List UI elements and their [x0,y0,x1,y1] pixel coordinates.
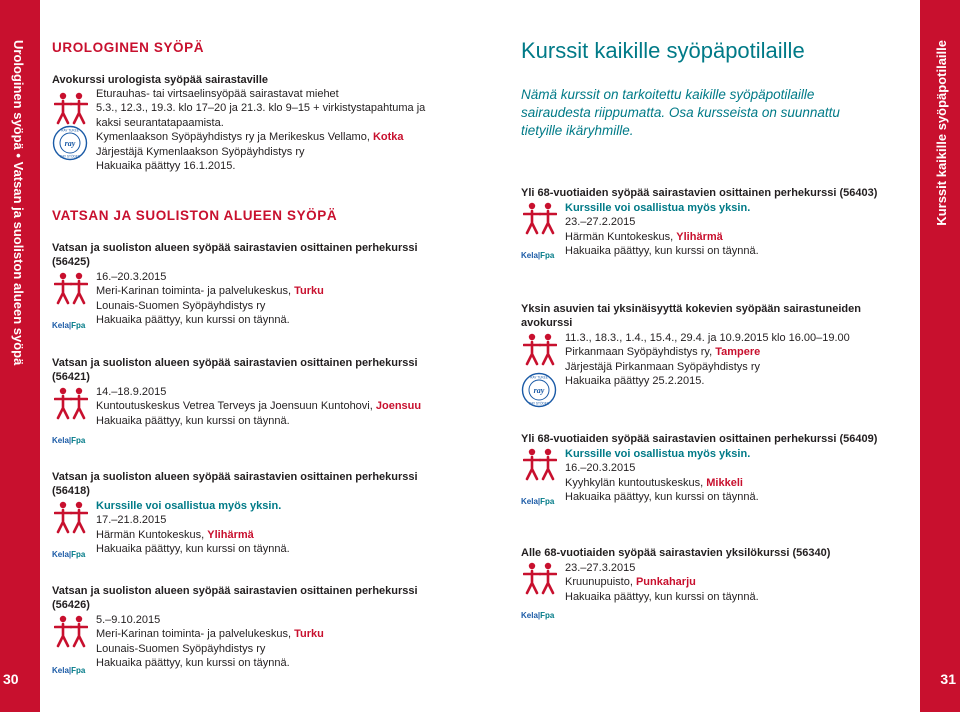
course-dates: 5.–9.10.2015 [96,614,161,626]
course-deadline: Hakuaika päättyy, kun kurssi on täynnä. [565,590,759,603]
ray-logo-icon [521,372,557,408]
course-city: Kotka [372,131,404,144]
course-title: Alle 68-vuotiaiden syöpää sairastavien yksilökurssi (56340) [521,547,831,559]
course-dates: 17.–21.8.2015 [96,514,167,527]
course-place: Kruunupuisto, Punkaharju [565,576,696,589]
course-note: Kurssille voi osallistua myös yksin. [565,202,751,214]
course-city: Turku [294,285,324,298]
people-icon [54,91,88,125]
page-number-left: 30 [3,671,19,687]
course-deadline: Hakuaika päättyy 16.1.2015. [96,160,236,173]
course-city: Punkaharju [635,576,696,589]
course-urologinen [52,73,452,173]
kela-fpa-logo: Kela|Fpa [52,436,86,445]
intro-text: Nämä kurssit on tarkoitettu kaikille syöpäpotilaille sairaudesta riippumatta. Osa kursseista on suunnattu tietyille ikäryhmille. [521,87,840,138]
page-title: Kurssit kaikille syöpäpotilaille [521,38,805,63]
course-place: Meri-Karinan toiminta- ja palvelukeskus, Turku [96,628,324,641]
course-deadline: Hakuaika päättyy, kun kurssi on täynnä. [96,657,290,670]
course-title: Yli 68-vuotiaiden syöpää sairastavien osittainen perhekurssi (56403) [521,187,878,199]
course-city: Turku [294,628,324,641]
course-details [565,561,759,604]
course-deadline: Hakuaika päättyy, kun kurssi on täynnä. [565,491,759,504]
course-organizer: Lounais-Suomen Syöpäyhdistys ry [96,299,266,312]
ray-logo-icon [52,125,88,161]
people-icon [523,332,557,366]
course-dates: 5.3., 12.3., 19.3. klo 17–20 ja 21.3. klo 9–15 + virkistystapahtuma ja [96,102,426,115]
course-title: Yli 68-vuotiaiden syöpää sairastavien osittainen perhekurssi (56409) [521,433,878,445]
people-icon [54,614,88,648]
ray-seal-text: ray [64,139,76,148]
ray-ring-bottom: RAY STÖDER [59,154,81,159]
course-deadline: Hakuaika päättyy, kun kurssi on täynnä. [565,245,759,258]
kela-fpa-logo: Kela|Fpa [521,611,555,620]
people-icon [54,500,88,534]
course-details [96,270,324,328]
sidebar-section-urologinen: Urologinen syöpä [11,40,26,150]
course-note: Kurssille voi osallistua myös yksin. [96,500,282,512]
course-56421 [52,356,452,445]
course-title: Vatsan ja suoliston alueen syöpää sairastavien osittainen perhekurssi (56421) [52,357,418,384]
course-place: Kymenlaakson Syöpäyhdistys ry ja Merikeskus Vellamo, Kotka [96,131,404,144]
right-sidebar-label: Kurssit kaikille syöpäpotilaille [934,40,949,226]
ray-ring-top: RAY TUKEE [61,128,79,133]
course-dates-cont: kaksi seurantatapaamista. [96,116,224,129]
people-icon [54,386,88,420]
course-organizer: Järjestäjä Pirkanmaan Syöpäyhdistys ry [565,360,761,373]
course-title: Vatsan ja suoliston alueen syöpää sairastavien osittainen perhekurssi (56426) [52,585,418,612]
course-avokurssi-yksin [521,302,901,406]
left-sidebar-label [11,40,26,365]
course-title: Vatsan ja suoliston alueen syöpää sairastavien osittainen perhekurssi (56425) [52,242,418,269]
course-city: Joensuu [375,400,422,413]
course-56426 [52,584,452,675]
course-56409 [521,432,901,506]
course-place: Meri-Karinan toiminta- ja palvelukeskus, Turku [96,285,324,298]
section-title-urologinen: UROLOGINEN SYÖPÄ [52,40,205,55]
ray-seal-text: ray [533,386,545,395]
course-place: Pirkanmaan Syöpäyhdistys ry, Tampere [565,346,761,359]
course-details [96,499,290,557]
course-city: Tampere [715,346,761,359]
course-56403 [521,186,901,260]
course-title: Vatsan ja suoliston alueen syöpää sairastavien osittainen perhekurssi (56418) [52,471,418,498]
course-note: Kurssille voi osallistua myös yksin. [565,448,751,460]
right-sidebar [920,0,960,712]
course-details [565,331,850,389]
course-target: Eturauhas- tai virtsaelinsyöpää sairastavat miehet [96,88,339,100]
course-dates: 23.–27.2.2015 [565,216,636,229]
course-place: Kuntoutuskeskus Vetrea Terveys ja Joensuun Kuntohovi, Joensuu [96,400,422,413]
kela-fpa-logo: Kela|Fpa [52,550,86,559]
course-deadline: Hakuaika päättyy, kun kurssi on täynnä. [96,414,290,427]
people-icon [54,271,88,305]
ray-ring-bottom: RAY STÖDER [528,401,550,406]
course-56340 [521,546,901,620]
sidebar-section-vatsan: Vatsan ja suoliston alueen syöpä [11,161,26,366]
course-dates: 16.–20.3.2015 [565,462,636,475]
kela-fpa-logo: Kela|Fpa [52,666,86,675]
course-deadline: Hakuaika päättyy, kun kurssi on täynnä. [96,314,290,327]
course-details [96,613,324,671]
course-details [96,385,421,428]
section-title-vatsan: VATSAN JA SUOLISTON ALUEEN SYÖPÄ [52,208,338,223]
course-dates: 11.3., 18.3., 1.4., 15.4., 29.4. ja 10.9.2015 klo 16.00–19.00 [565,332,850,344]
sidebar-bullet: • [11,153,26,158]
course-place: Härmän Kuntokeskus, Ylihärmä [565,230,723,243]
course-details [565,201,759,259]
course-dates: 14.–18.9.2015 [96,386,167,398]
course-city: Mikkeli [706,476,743,489]
left-sidebar [0,0,40,712]
kela-fpa-logo: Kela|Fpa [521,251,555,260]
course-place: Kyyhkylän kuntoutuskeskus, Mikkeli [565,476,743,489]
people-icon [523,561,557,595]
people-icon [523,201,557,235]
course-place: Härmän Kuntokeskus, Ylihärmä [96,528,254,541]
course-organizer: Lounais-Suomen Syöpäyhdistys ry [96,642,266,655]
course-deadline: Hakuaika päättyy 25.2.2015. [565,375,705,388]
ray-ring-top: RAY TUKEE [530,375,548,380]
course-details [565,447,759,505]
course-title: Avokurssi urologista syöpää sairastaville [52,74,269,86]
course-details [96,87,425,173]
course-city: Ylihärmä [207,528,254,541]
course-dates: 23.–27.3.2015 [565,562,636,574]
course-56418 [52,470,452,559]
course-dates: 16.–20.3.2015 [96,271,167,283]
people-icon [523,447,557,481]
course-56425 [52,241,452,330]
course-city: Ylihärmä [676,230,723,243]
course-organizer: Järjestäjä Kymenlaakson Syöpäyhdistys ry [96,145,305,158]
course-title: Yksin asuvien tai yksinäisyyttä kokevien syöpään sairastuneiden avokurssi [521,303,861,330]
kela-fpa-logo: Kela|Fpa [52,321,86,330]
kela-fpa-logo: Kela|Fpa [521,497,555,506]
page-number-right: 31 [940,671,956,687]
course-deadline: Hakuaika päättyy, kun kurssi on täynnä. [96,543,290,556]
